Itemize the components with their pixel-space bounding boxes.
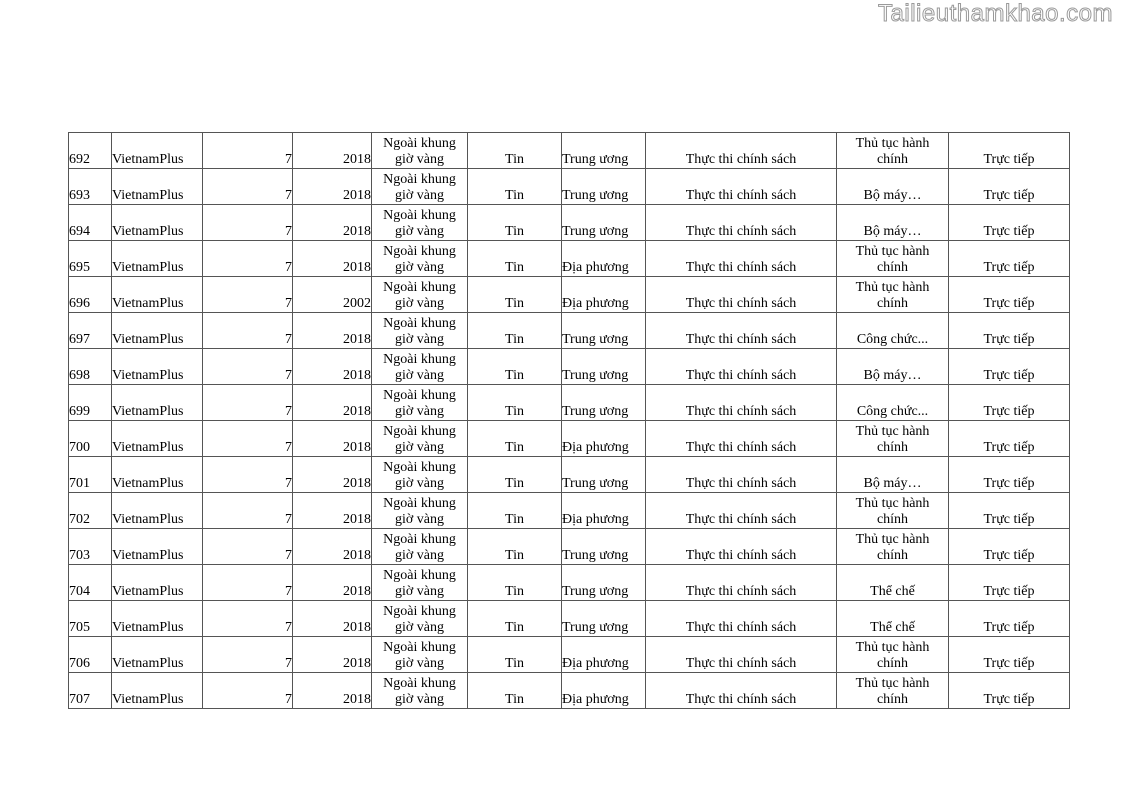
category-cell-line: Thủ tục hành xyxy=(855,280,930,295)
source-cell: VietnamPlus xyxy=(112,133,203,169)
mode-cell: Trực tiếp xyxy=(949,277,1070,313)
source-cell: VietnamPlus xyxy=(112,421,203,457)
time-slot-cell-line: Ngoài khung xyxy=(383,280,456,295)
mode-cell: Trực tiếp xyxy=(949,565,1070,601)
year-cell: 2018 xyxy=(293,385,372,421)
type-cell: Tin xyxy=(468,169,562,205)
number-cell: 7 xyxy=(203,565,293,601)
level-cell: Trung ương xyxy=(562,169,646,205)
table-row xyxy=(69,637,1070,673)
mode-cell: Trực tiếp xyxy=(949,601,1070,637)
year-cell: 2018 xyxy=(293,169,372,205)
time-slot-cell-line: giờ vàng xyxy=(394,296,444,311)
type-cell: Tin xyxy=(468,241,562,277)
topic-cell: Thực thi chính sách xyxy=(646,241,837,277)
time-slot-cell xyxy=(372,277,468,313)
time-slot-cell-line: Ngoài khung xyxy=(383,388,456,403)
topic-cell: Thực thi chính sách xyxy=(646,565,837,601)
topic-cell: Thực thi chính sách xyxy=(646,493,837,529)
time-slot-cell xyxy=(372,313,468,349)
level-cell: Trung ương xyxy=(562,313,646,349)
category-cell xyxy=(837,493,949,529)
time-slot-cell-line: Ngoài khung xyxy=(383,172,456,187)
time-slot-cell-line: Ngoài khung xyxy=(383,532,456,547)
category-cell xyxy=(837,457,949,493)
type-cell: Tin xyxy=(468,457,562,493)
level-cell: Địa phương xyxy=(562,277,646,313)
topic-cell: Thực thi chính sách xyxy=(646,421,837,457)
row-id-cell: 692 xyxy=(69,133,112,169)
level-cell: Địa phương xyxy=(562,493,646,529)
table-row xyxy=(69,457,1070,493)
time-slot-cell-line: Ngoài khung xyxy=(383,352,456,367)
source-cell: VietnamPlus xyxy=(112,385,203,421)
category-cell-line: Thủ tục hành xyxy=(855,640,930,655)
time-slot-cell-line: giờ vàng xyxy=(394,260,444,275)
number-cell: 7 xyxy=(203,637,293,673)
mode-cell: Trực tiếp xyxy=(949,493,1070,529)
year-cell: 2018 xyxy=(293,313,372,349)
number-cell: 7 xyxy=(203,133,293,169)
category-cell xyxy=(837,673,949,709)
category-cell xyxy=(837,169,949,205)
time-slot-cell-line: giờ vàng xyxy=(394,692,444,707)
category-cell-line: chính xyxy=(876,512,909,527)
table-row xyxy=(69,277,1070,313)
number-cell: 7 xyxy=(203,529,293,565)
row-id-cell: 700 xyxy=(69,421,112,457)
category-cell xyxy=(837,313,949,349)
row-id-cell: 697 xyxy=(69,313,112,349)
year-cell: 2018 xyxy=(293,133,372,169)
row-id-cell: 696 xyxy=(69,277,112,313)
category-cell-line: Thể chế xyxy=(870,620,915,635)
time-slot-cell-line: Ngoài khung xyxy=(383,208,456,223)
row-id-cell: 699 xyxy=(69,385,112,421)
category-cell xyxy=(837,349,949,385)
number-cell: 7 xyxy=(203,457,293,493)
mode-cell: Trực tiếp xyxy=(949,673,1070,709)
time-slot-cell-line: giờ vàng xyxy=(394,656,444,671)
row-id-cell: 704 xyxy=(69,565,112,601)
time-slot-cell-line: Ngoài khung xyxy=(383,676,456,691)
mode-cell: Trực tiếp xyxy=(949,241,1070,277)
table-row xyxy=(69,565,1070,601)
year-cell: 2018 xyxy=(293,637,372,673)
category-cell-line: Thủ tục hành xyxy=(855,676,930,691)
level-cell: Trung ương xyxy=(562,385,646,421)
watermark-text: Tailieuthamkhao.com xyxy=(878,0,1113,27)
row-id-cell: 698 xyxy=(69,349,112,385)
type-cell: Tin xyxy=(468,421,562,457)
time-slot-cell xyxy=(372,169,468,205)
mode-cell: Trực tiếp xyxy=(949,421,1070,457)
topic-cell: Thực thi chính sách xyxy=(646,169,837,205)
level-cell: Trung ương xyxy=(562,529,646,565)
type-cell: Tin xyxy=(468,493,562,529)
category-cell-line: chính xyxy=(876,296,909,311)
table-row xyxy=(69,673,1070,709)
type-cell: Tin xyxy=(468,637,562,673)
time-slot-cell xyxy=(372,601,468,637)
number-cell: 7 xyxy=(203,601,293,637)
time-slot-cell-line: giờ vàng xyxy=(394,368,444,383)
table-row xyxy=(69,169,1070,205)
topic-cell: Thực thi chính sách xyxy=(646,673,837,709)
mode-cell: Trực tiếp xyxy=(949,205,1070,241)
topic-cell: Thực thi chính sách xyxy=(646,601,837,637)
category-cell xyxy=(837,133,949,169)
type-cell: Tin xyxy=(468,565,562,601)
row-id-cell: 695 xyxy=(69,241,112,277)
mode-cell: Trực tiếp xyxy=(949,169,1070,205)
category-cell-line: chính xyxy=(876,656,909,671)
source-cell: VietnamPlus xyxy=(112,313,203,349)
category-cell-line: Thể chế xyxy=(870,584,915,599)
source-cell: VietnamPlus xyxy=(112,637,203,673)
topic-cell: Thực thi chính sách xyxy=(646,457,837,493)
topic-cell: Thực thi chính sách xyxy=(646,205,837,241)
type-cell: Tin xyxy=(468,205,562,241)
category-cell xyxy=(837,637,949,673)
source-cell: VietnamPlus xyxy=(112,493,203,529)
time-slot-cell xyxy=(372,529,468,565)
source-cell: VietnamPlus xyxy=(112,169,203,205)
type-cell: Tin xyxy=(468,313,562,349)
row-id-cell: 702 xyxy=(69,493,112,529)
table-row xyxy=(69,421,1070,457)
level-cell: Trung ương xyxy=(562,349,646,385)
category-cell-line: Bộ máy… xyxy=(863,368,922,383)
table-row xyxy=(69,601,1070,637)
source-cell: VietnamPlus xyxy=(112,673,203,709)
level-cell: Trung ương xyxy=(562,457,646,493)
row-id-cell: 707 xyxy=(69,673,112,709)
time-slot-cell-line: giờ vàng xyxy=(394,620,444,635)
topic-cell: Thực thi chính sách xyxy=(646,313,837,349)
year-cell: 2018 xyxy=(293,205,372,241)
time-slot-cell-line: giờ vàng xyxy=(394,476,444,491)
table-row xyxy=(69,313,1070,349)
time-slot-cell xyxy=(372,205,468,241)
category-cell xyxy=(837,277,949,313)
number-cell: 7 xyxy=(203,241,293,277)
category-cell-line: Công chức... xyxy=(856,404,929,419)
category-cell-line: chính xyxy=(876,152,909,167)
level-cell: Trung ương xyxy=(562,205,646,241)
time-slot-cell-line: giờ vàng xyxy=(394,548,444,563)
source-cell: VietnamPlus xyxy=(112,565,203,601)
data-table xyxy=(68,132,1070,709)
row-id-cell: 705 xyxy=(69,601,112,637)
row-id-cell: 694 xyxy=(69,205,112,241)
time-slot-cell-line: giờ vàng xyxy=(394,404,444,419)
time-slot-cell-line: Ngoài khung xyxy=(383,640,456,655)
category-cell xyxy=(837,205,949,241)
level-cell: Trung ương xyxy=(562,133,646,169)
level-cell: Trung ương xyxy=(562,601,646,637)
mode-cell: Trực tiếp xyxy=(949,529,1070,565)
time-slot-cell xyxy=(372,349,468,385)
category-cell xyxy=(837,241,949,277)
number-cell: 7 xyxy=(203,313,293,349)
topic-cell: Thực thi chính sách xyxy=(646,385,837,421)
table-row xyxy=(69,241,1070,277)
time-slot-cell-line: giờ vàng xyxy=(394,440,444,455)
source-cell: VietnamPlus xyxy=(112,457,203,493)
time-slot-cell-line: Ngoài khung xyxy=(383,244,456,259)
year-cell: 2018 xyxy=(293,241,372,277)
level-cell: Trung ương xyxy=(562,565,646,601)
type-cell: Tin xyxy=(468,673,562,709)
time-slot-cell-line: Ngoài khung xyxy=(383,460,456,475)
category-cell-line: Thủ tục hành xyxy=(855,424,930,439)
source-cell: VietnamPlus xyxy=(112,601,203,637)
time-slot-cell-line: giờ vàng xyxy=(394,512,444,527)
source-cell: VietnamPlus xyxy=(112,205,203,241)
category-cell-line: Thủ tục hành xyxy=(855,136,930,151)
year-cell: 2018 xyxy=(293,601,372,637)
time-slot-cell xyxy=(372,421,468,457)
time-slot-cell-line: giờ vàng xyxy=(394,152,444,167)
source-cell: VietnamPlus xyxy=(112,241,203,277)
topic-cell: Thực thi chính sách xyxy=(646,637,837,673)
category-cell xyxy=(837,529,949,565)
table-body xyxy=(69,133,1070,709)
category-cell xyxy=(837,565,949,601)
time-slot-cell-line: Ngoài khung xyxy=(383,568,456,583)
time-slot-cell-line: Ngoài khung xyxy=(383,496,456,511)
mode-cell: Trực tiếp xyxy=(949,457,1070,493)
type-cell: Tin xyxy=(468,133,562,169)
category-cell-line: Bộ máy… xyxy=(863,188,922,203)
time-slot-cell-line: giờ vàng xyxy=(394,332,444,347)
category-cell-line: chính xyxy=(876,692,909,707)
year-cell: 2018 xyxy=(293,349,372,385)
table-row xyxy=(69,493,1070,529)
table-row xyxy=(69,349,1070,385)
type-cell: Tin xyxy=(468,277,562,313)
row-id-cell: 693 xyxy=(69,169,112,205)
time-slot-cell xyxy=(372,493,468,529)
category-cell-line: Thủ tục hành xyxy=(855,532,930,547)
year-cell: 2018 xyxy=(293,529,372,565)
topic-cell: Thực thi chính sách xyxy=(646,349,837,385)
level-cell: Địa phương xyxy=(562,637,646,673)
year-cell: 2018 xyxy=(293,421,372,457)
topic-cell: Thực thi chính sách xyxy=(646,529,837,565)
mode-cell: Trực tiếp xyxy=(949,637,1070,673)
category-cell-line: Thủ tục hành xyxy=(855,244,930,259)
number-cell: 7 xyxy=(203,169,293,205)
time-slot-cell-line: giờ vàng xyxy=(394,188,444,203)
source-cell: VietnamPlus xyxy=(112,277,203,313)
row-id-cell: 703 xyxy=(69,529,112,565)
category-cell xyxy=(837,385,949,421)
category-cell-line: Bộ máy… xyxy=(863,476,922,491)
time-slot-cell xyxy=(372,673,468,709)
topic-cell: Thực thi chính sách xyxy=(646,277,837,313)
mode-cell: Trực tiếp xyxy=(949,133,1070,169)
year-cell: 2018 xyxy=(293,493,372,529)
type-cell: Tin xyxy=(468,601,562,637)
category-cell xyxy=(837,421,949,457)
category-cell-line: Công chức... xyxy=(856,332,929,347)
time-slot-cell xyxy=(372,637,468,673)
row-id-cell: 701 xyxy=(69,457,112,493)
table-row xyxy=(69,205,1070,241)
category-cell-line: chính xyxy=(876,260,909,275)
mode-cell: Trực tiếp xyxy=(949,313,1070,349)
number-cell: 7 xyxy=(203,277,293,313)
level-cell: Địa phương xyxy=(562,421,646,457)
number-cell: 7 xyxy=(203,349,293,385)
category-cell-line: chính xyxy=(876,548,909,563)
time-slot-cell xyxy=(372,385,468,421)
number-cell: 7 xyxy=(203,673,293,709)
table-row xyxy=(69,133,1070,169)
level-cell: Địa phương xyxy=(562,241,646,277)
number-cell: 7 xyxy=(203,493,293,529)
time-slot-cell-line: Ngoài khung xyxy=(383,136,456,151)
type-cell: Tin xyxy=(468,385,562,421)
number-cell: 7 xyxy=(203,205,293,241)
time-slot-cell xyxy=(372,133,468,169)
type-cell: Tin xyxy=(468,349,562,385)
number-cell: 7 xyxy=(203,421,293,457)
time-slot-cell-line: giờ vàng xyxy=(394,584,444,599)
table-row xyxy=(69,385,1070,421)
level-cell: Địa phương xyxy=(562,673,646,709)
source-cell: VietnamPlus xyxy=(112,349,203,385)
time-slot-cell xyxy=(372,457,468,493)
year-cell: 2018 xyxy=(293,673,372,709)
time-slot-cell-line: Ngoài khung xyxy=(383,316,456,331)
number-cell: 7 xyxy=(203,385,293,421)
time-slot-cell-line: giờ vàng xyxy=(394,224,444,239)
table-row xyxy=(69,529,1070,565)
mode-cell: Trực tiếp xyxy=(949,385,1070,421)
time-slot-cell-line: Ngoài khung xyxy=(383,424,456,439)
year-cell: 2002 xyxy=(293,277,372,313)
category-cell xyxy=(837,601,949,637)
type-cell: Tin xyxy=(468,529,562,565)
category-cell-line: Thủ tục hành xyxy=(855,496,930,511)
year-cell: 2018 xyxy=(293,565,372,601)
source-cell: VietnamPlus xyxy=(112,529,203,565)
time-slot-cell xyxy=(372,241,468,277)
row-id-cell: 706 xyxy=(69,637,112,673)
mode-cell: Trực tiếp xyxy=(949,349,1070,385)
topic-cell: Thực thi chính sách xyxy=(646,133,837,169)
time-slot-cell-line: Ngoài khung xyxy=(383,604,456,619)
year-cell: 2018 xyxy=(293,457,372,493)
time-slot-cell xyxy=(372,565,468,601)
category-cell-line: chính xyxy=(876,440,909,455)
category-cell-line: Bộ máy… xyxy=(863,224,922,239)
